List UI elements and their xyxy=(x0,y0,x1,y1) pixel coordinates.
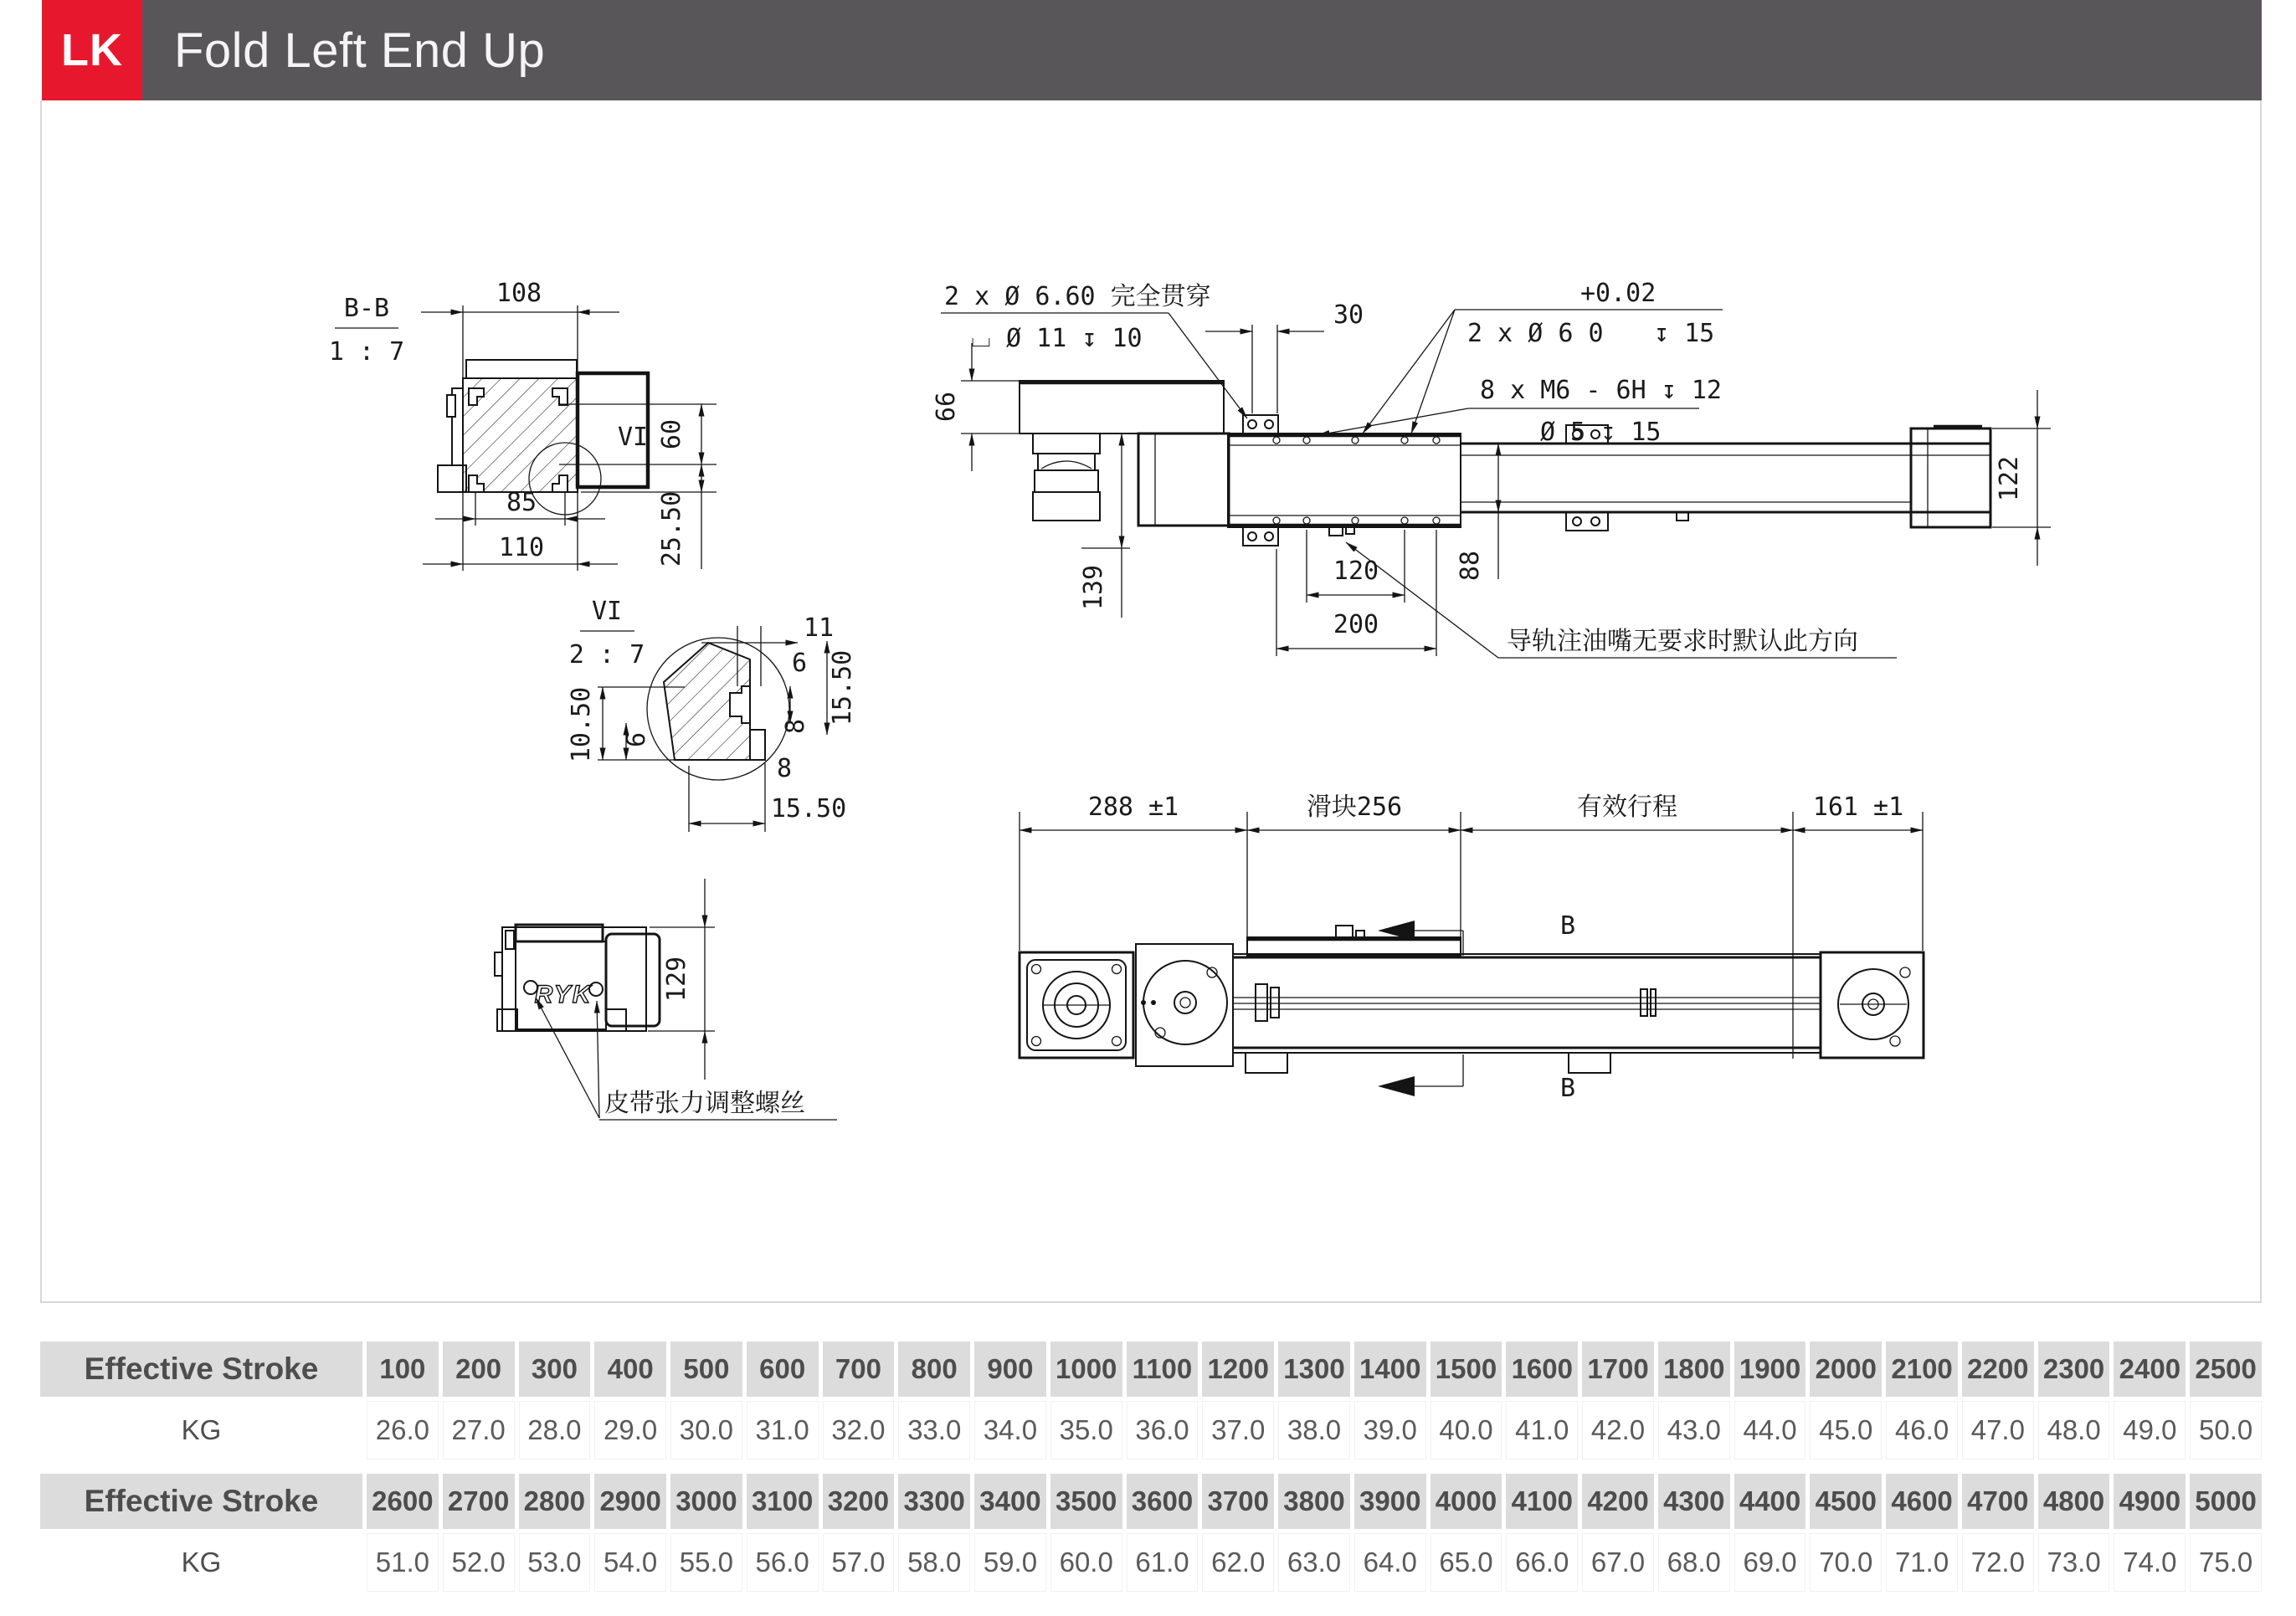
kg-value-cell: 62.0 xyxy=(1202,1533,1274,1592)
kg-value-cell: 74.0 xyxy=(2114,1533,2186,1592)
kg-value-cell: 43.0 xyxy=(1658,1401,1730,1460)
kg-value-cell: 54.0 xyxy=(594,1533,666,1592)
stroke-header-cell: 900 xyxy=(974,1342,1046,1397)
kg-value-cell: 47.0 xyxy=(1962,1401,2034,1460)
plan-view xyxy=(1020,793,1924,1103)
stroke-header-cell: 400 xyxy=(594,1342,666,1397)
kg-value-cell: 32.0 xyxy=(823,1401,895,1460)
stroke-header-cell: 3800 xyxy=(1278,1474,1350,1529)
dim-1050-left: 10.50 xyxy=(567,686,596,763)
stroke-header-cell: 2600 xyxy=(367,1474,439,1529)
stroke-header-cell: 4200 xyxy=(1582,1474,1654,1529)
callout-pin-main: 2 x Ø 6 0 xyxy=(1467,319,1604,348)
kg-value-cell: 27.0 xyxy=(443,1401,515,1460)
stroke-header-cell: 4900 xyxy=(2114,1474,2186,1529)
kg-value-cell: 44.0 xyxy=(1734,1401,1806,1460)
stroke-header-cell: 2900 xyxy=(594,1474,666,1529)
callout-counterbore-top: 2 x Ø 6.60 完全贯穿 xyxy=(944,282,1211,311)
stroke-header-cell: 3100 xyxy=(747,1474,819,1529)
stroke-header-cell: 3500 xyxy=(1050,1474,1122,1529)
stroke-header-cell: 4300 xyxy=(1658,1474,1730,1529)
stroke-header-cell: 2400 xyxy=(2114,1342,2186,1397)
kg-value-cell: 50.0 xyxy=(2190,1401,2262,1460)
kg-value-cell: 55.0 xyxy=(670,1533,742,1592)
dim-66: 66 xyxy=(932,391,961,423)
detail-vi-ref: VI xyxy=(618,423,649,452)
stroke-header-cell: 1700 xyxy=(1582,1342,1654,1397)
side-view xyxy=(932,279,2051,658)
kg-value-cell: 66.0 xyxy=(1506,1533,1578,1592)
stroke-header-cell: 2700 xyxy=(443,1474,515,1529)
kg-value-cell: 58.0 xyxy=(898,1533,970,1592)
stroke-header-cell: 200 xyxy=(443,1342,515,1397)
stroke-table-1 xyxy=(40,1342,2262,1460)
stroke-header-cell: 2200 xyxy=(1962,1342,2034,1397)
dim-161: 161 ±1 xyxy=(1812,793,1904,822)
stroke-header-label: Effective Stroke xyxy=(40,1474,362,1529)
kg-value-cell: 48.0 xyxy=(2038,1401,2110,1460)
kg-value-cell: 51.0 xyxy=(367,1533,439,1592)
title-bar xyxy=(42,0,2262,100)
detail-vi-view xyxy=(567,597,857,832)
stroke-header-cell: 2000 xyxy=(1810,1342,1882,1397)
stroke-header-cell: 500 xyxy=(670,1342,742,1397)
dim-60: 60 xyxy=(657,418,686,450)
dim-108: 108 xyxy=(496,279,542,308)
stroke-header-cell: 2300 xyxy=(2038,1342,2110,1397)
drawing-panel xyxy=(40,100,2262,1303)
stroke-header-cell: 2100 xyxy=(1886,1342,1958,1397)
kg-row-label: KG xyxy=(40,1401,362,1460)
callout-pin-depth: ↧ 15 xyxy=(1654,319,1715,348)
stroke-header-cell: 100 xyxy=(367,1342,439,1397)
stroke-header-cell: 1000 xyxy=(1050,1342,1122,1397)
callout-counterbore-bottom: ⌴ Ø 11 ↧ 10 xyxy=(971,324,1143,353)
kg-value-cell: 63.0 xyxy=(1278,1533,1350,1592)
stroke-header-cell: 4000 xyxy=(1431,1474,1502,1529)
dim-slider-256: 滑块256 xyxy=(1306,793,1403,822)
kg-value-cell: 64.0 xyxy=(1354,1533,1426,1592)
dim-110: 110 xyxy=(498,533,545,562)
kg-value-cell: 59.0 xyxy=(974,1533,1046,1592)
stroke-header-cell: 1200 xyxy=(1202,1342,1274,1397)
belt-tension-note: 皮带张力调整螺丝 xyxy=(604,1089,805,1118)
callout-pin-tolerance: +0.02 xyxy=(1580,279,1657,308)
stroke-header-cell: 1500 xyxy=(1431,1342,1502,1397)
stroke-table-2 xyxy=(40,1474,2262,1592)
dim-122: 122 xyxy=(1995,455,2024,502)
stroke-header-cell: 4800 xyxy=(2038,1474,2110,1529)
dim-6-left: 6 xyxy=(622,731,651,748)
kg-value-cell: 30.0 xyxy=(670,1401,742,1460)
stroke-header-cell: 5000 xyxy=(2190,1474,2262,1529)
stroke-header-cell: 3200 xyxy=(823,1474,895,1529)
kg-value-cell: 56.0 xyxy=(747,1533,819,1592)
kg-value-cell: 61.0 xyxy=(1127,1533,1199,1592)
dim-139: 139 xyxy=(1079,564,1108,611)
stroke-header-cell: 700 xyxy=(823,1342,895,1397)
kg-value-cell: 67.0 xyxy=(1582,1533,1654,1592)
detail-vi-label: VI xyxy=(591,597,623,626)
stroke-header-cell: 3000 xyxy=(670,1474,742,1529)
kg-value-cell: 40.0 xyxy=(1431,1401,1502,1460)
callout-tap-top: 8 x M6 - 6H ↧ 12 xyxy=(1480,376,1722,405)
dim-120: 120 xyxy=(1333,557,1379,586)
stroke-header-cell: 4700 xyxy=(1962,1474,2034,1529)
rail-oil-note: 导轨注油嘴无要求时默认此方向 xyxy=(1507,627,1858,656)
stroke-header-cell: 3400 xyxy=(974,1474,1046,1529)
stroke-header-cell: 1800 xyxy=(1658,1342,1730,1397)
kg-value-cell: 37.0 xyxy=(1202,1401,1274,1460)
kg-value-cell: 28.0 xyxy=(519,1401,591,1460)
kg-value-cell: 39.0 xyxy=(1354,1401,1426,1460)
detail-vi-scale: 2 : 7 xyxy=(568,640,645,669)
kg-value-cell: 68.0 xyxy=(1658,1533,1730,1592)
dim-25-50: 25.50 xyxy=(657,490,686,567)
dim-30: 30 xyxy=(1333,300,1364,330)
stroke-header-label: Effective Stroke xyxy=(40,1342,362,1397)
stroke-header-cell: 4600 xyxy=(1886,1474,1958,1529)
kg-value-cell: 57.0 xyxy=(823,1533,895,1592)
kg-value-cell: 53.0 xyxy=(519,1533,591,1592)
stroke-header-cell: 4100 xyxy=(1506,1474,1578,1529)
kg-value-cell: 52.0 xyxy=(443,1533,515,1592)
kg-value-cell: 75.0 xyxy=(2190,1533,2262,1592)
stroke-header-cell: 4500 xyxy=(1810,1474,1882,1529)
dim-129: 129 xyxy=(662,956,691,1003)
section-bb-scale: 1 : 7 xyxy=(328,337,405,367)
dim-288: 288 ±1 xyxy=(1087,793,1179,822)
kg-value-cell: 69.0 xyxy=(1734,1533,1806,1592)
stroke-header-cell: 1900 xyxy=(1734,1342,1806,1397)
page-title: Fold Left End Up xyxy=(174,23,546,78)
dim-8-right: 8 xyxy=(781,718,810,735)
kg-value-cell: 49.0 xyxy=(2114,1401,2186,1460)
dim-8-bottom: 8 xyxy=(777,754,793,783)
stroke-header-cell: 4400 xyxy=(1734,1474,1806,1529)
motor-end-view xyxy=(495,879,837,1120)
stroke-header-cell: 1100 xyxy=(1127,1342,1199,1397)
stroke-header-cell: 3700 xyxy=(1202,1474,1274,1529)
load-capacity-tables xyxy=(40,1342,2262,1606)
stroke-header-cell: 3300 xyxy=(898,1474,970,1529)
stroke-header-cell: 300 xyxy=(519,1342,591,1397)
dim-effective-stroke: 有效行程 xyxy=(1577,793,1677,822)
dim-85: 85 xyxy=(506,488,537,517)
kg-value-cell: 36.0 xyxy=(1127,1401,1199,1460)
stroke-header-cell: 1300 xyxy=(1278,1342,1350,1397)
stroke-header-cell: 3900 xyxy=(1354,1474,1426,1529)
dim-1550-bottom: 15.50 xyxy=(770,794,847,823)
section-mark-b-bottom: B xyxy=(1560,1074,1576,1103)
kg-value-cell: 38.0 xyxy=(1278,1401,1350,1460)
motor-brand-logo: RYK xyxy=(534,981,593,1008)
section-bb-label: B-B xyxy=(343,294,390,323)
kg-value-cell: 46.0 xyxy=(1886,1401,1958,1460)
kg-value-cell: 71.0 xyxy=(1886,1533,1958,1592)
kg-row-label: KG xyxy=(40,1533,362,1592)
kg-value-cell: 31.0 xyxy=(747,1401,819,1460)
kg-value-cell: 42.0 xyxy=(1582,1401,1654,1460)
stroke-header-cell: 1400 xyxy=(1354,1342,1426,1397)
kg-value-cell: 33.0 xyxy=(898,1401,970,1460)
stroke-header-cell: 3600 xyxy=(1127,1474,1199,1529)
kg-value-cell: 70.0 xyxy=(1810,1533,1882,1592)
callout-tap-bottom: Ø 5 ↧ 15 xyxy=(1540,418,1662,447)
stroke-header-cell: 800 xyxy=(898,1342,970,1397)
dim-1550-right: 15.50 xyxy=(828,649,857,726)
kg-value-cell: 72.0 xyxy=(1962,1533,2034,1592)
kg-value-cell: 41.0 xyxy=(1506,1401,1578,1460)
kg-value-cell: 60.0 xyxy=(1050,1533,1122,1592)
dim-6-right: 6 xyxy=(792,649,808,678)
brand-logo: LK xyxy=(42,0,142,100)
kg-value-cell: 73.0 xyxy=(2038,1533,2110,1592)
stroke-header-cell: 600 xyxy=(747,1342,819,1397)
kg-value-cell: 26.0 xyxy=(367,1401,439,1460)
dim-11: 11 xyxy=(804,613,835,643)
kg-value-cell: 29.0 xyxy=(594,1401,666,1460)
section-bb-view xyxy=(329,279,717,571)
kg-value-cell: 65.0 xyxy=(1431,1533,1502,1592)
stroke-header-cell: 1600 xyxy=(1506,1342,1578,1397)
kg-value-cell: 45.0 xyxy=(1810,1401,1882,1460)
section-mark-b-top: B xyxy=(1560,911,1576,941)
stroke-header-cell: 2500 xyxy=(2190,1342,2262,1397)
stroke-header-cell: 2800 xyxy=(519,1474,591,1529)
technical-drawing-canvas xyxy=(40,100,2262,1303)
kg-value-cell: 35.0 xyxy=(1050,1401,1122,1460)
kg-value-cell: 34.0 xyxy=(974,1401,1046,1460)
dim-200: 200 xyxy=(1333,610,1379,639)
dim-88: 88 xyxy=(1456,550,1485,582)
